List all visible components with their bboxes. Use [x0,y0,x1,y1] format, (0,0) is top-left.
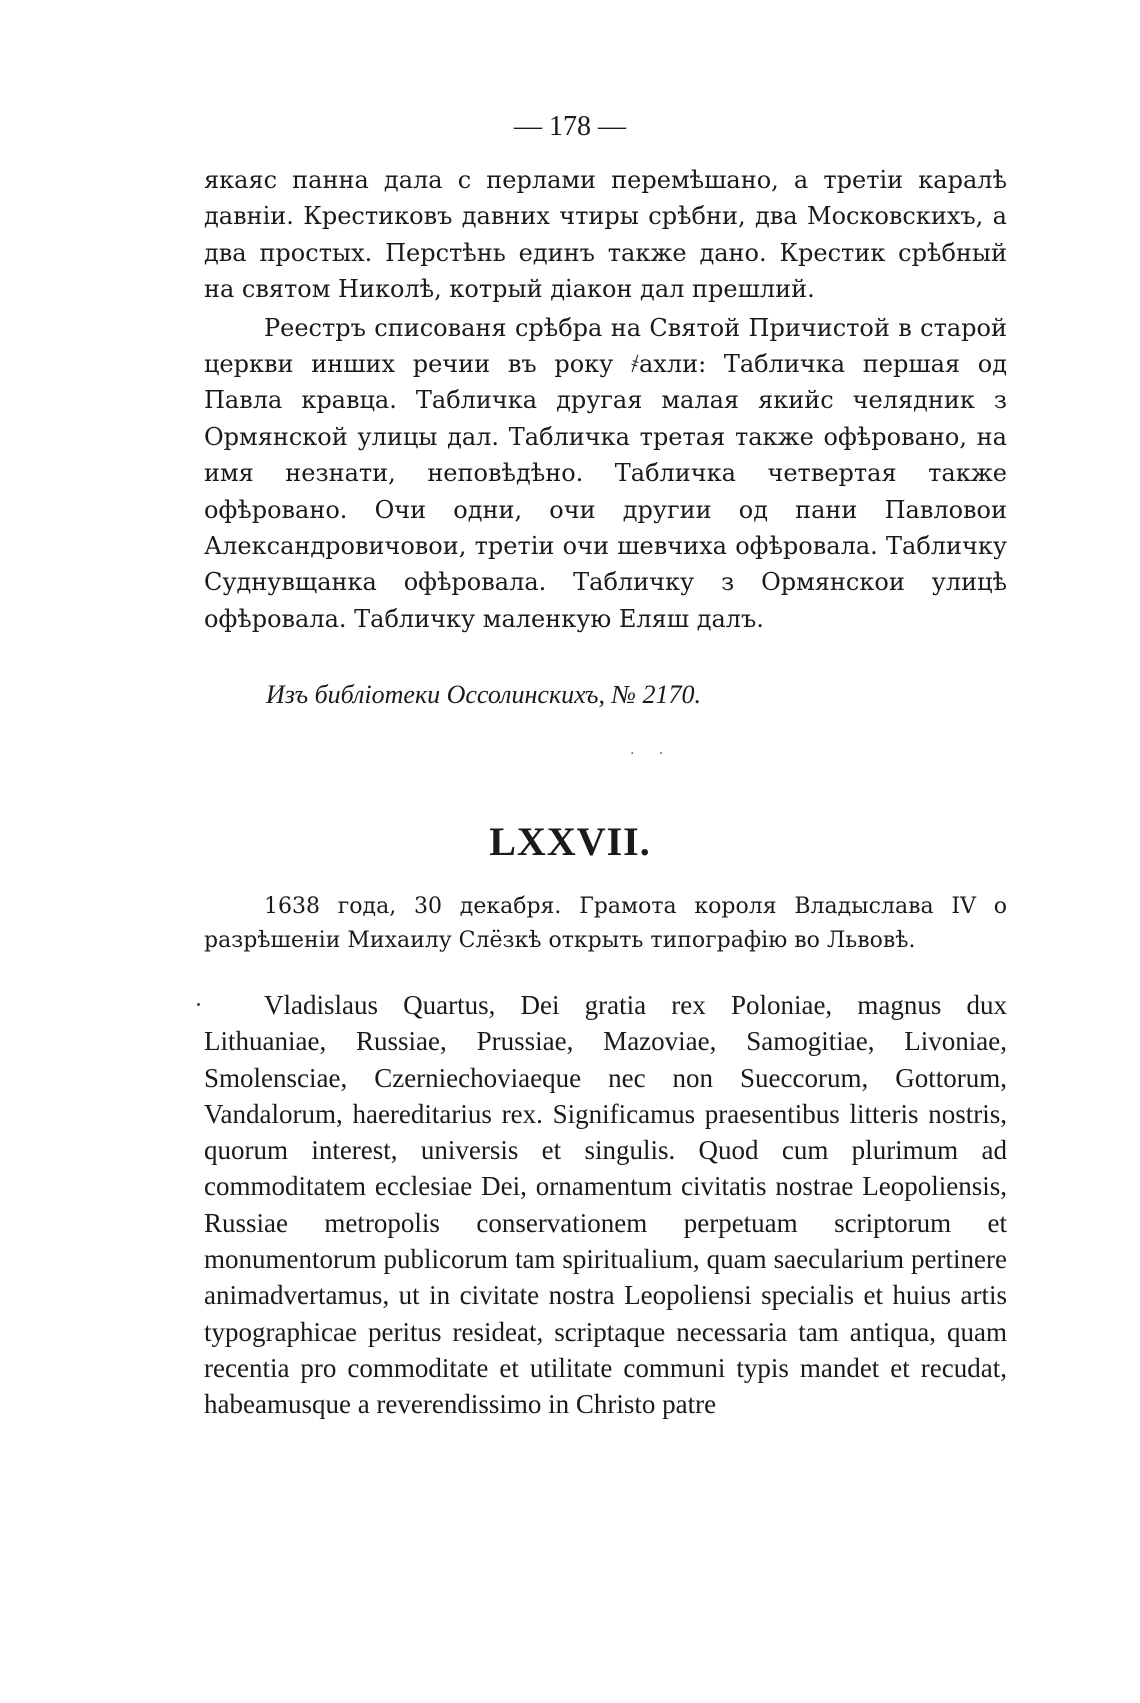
russian-text-block [204,162,1007,637]
document-summary: 1638 года, 30 декабря. Грамота короля Владыслава IV о разрѣшеніи Михаилу Слёзкѣ открыть типографію во Львовѣ. [204,894,1007,953]
page-number: — 178 — [514,111,626,142]
russian-paragraph-registry: Реестръ списованя срѣбра на Святой Причистой в старой церкви инших речии въ року ҂ахли: Табличка першая од Павла кравца. Табличка другая малая якийс челядник з Ормянской улицы дал. Табличка третая также офѣровано, на имя незнати, неповѣдѣно. Табличка четвертая также офѣровано. Очи одни, очи другии од пани Павловои Александровичовои, третіи очи шевчиха офѣровала. Табличку Суднувщанка офѣровала. Табличку з Ормянскои улицѣ офѣровала. Табличку маленкую Еляш далъ. [204,313,1007,633]
russian-paragraph-continuation: якаяс панна дала с перлами перемѣшано, а третіи каралѣ давніи. Крестиковъ давних чтиры срѣбни, два Московскихъ, а два простых. Перстѣнь единъ также дано. Крестик срѣбный на святом Николѣ, котрый діакон дал прешлий. [204,166,1007,304]
latin-text: Vladislaus Quartus, Dei gratia rex Poloniae, magnus dux Lithuaniae, Russiae, Prussiae, Mazoviae, Samogitiae, Livoniae, Smolensciae, Czerniechoviaeque nec non Sueccorum, Gottorum, Vandalorum, haereditarius rex. Significamus praesentibus litteris nostris, quorum interest, universis et singulis. Quod cum plurimum ad commoditatem ecclesiae Dei, ornamentum civitatis nostrae Leopoliensis, Russiae metropolis conservationem perpetuam scriptorum et monumentorum publicorum tam spiritualium, quam saecularium pertinere animadvertamus, ut in civitate nostra Leopoliensi specialis et huius artis typographicae peritus resideat, scriptaque necessaria tam antiqua, quam recentia pro commoditate et utilitate communi typis mandet et recudat, habeamusque a reverendissimo in Christo patre [204,990,1007,1420]
section-heading: LXXVII. [489,819,651,864]
print-speck [197,1003,200,1006]
separator-dots: · · [630,746,674,762]
source-note: Изъ библіотеки Оссолинскихъ, № 2170. [266,680,702,709]
